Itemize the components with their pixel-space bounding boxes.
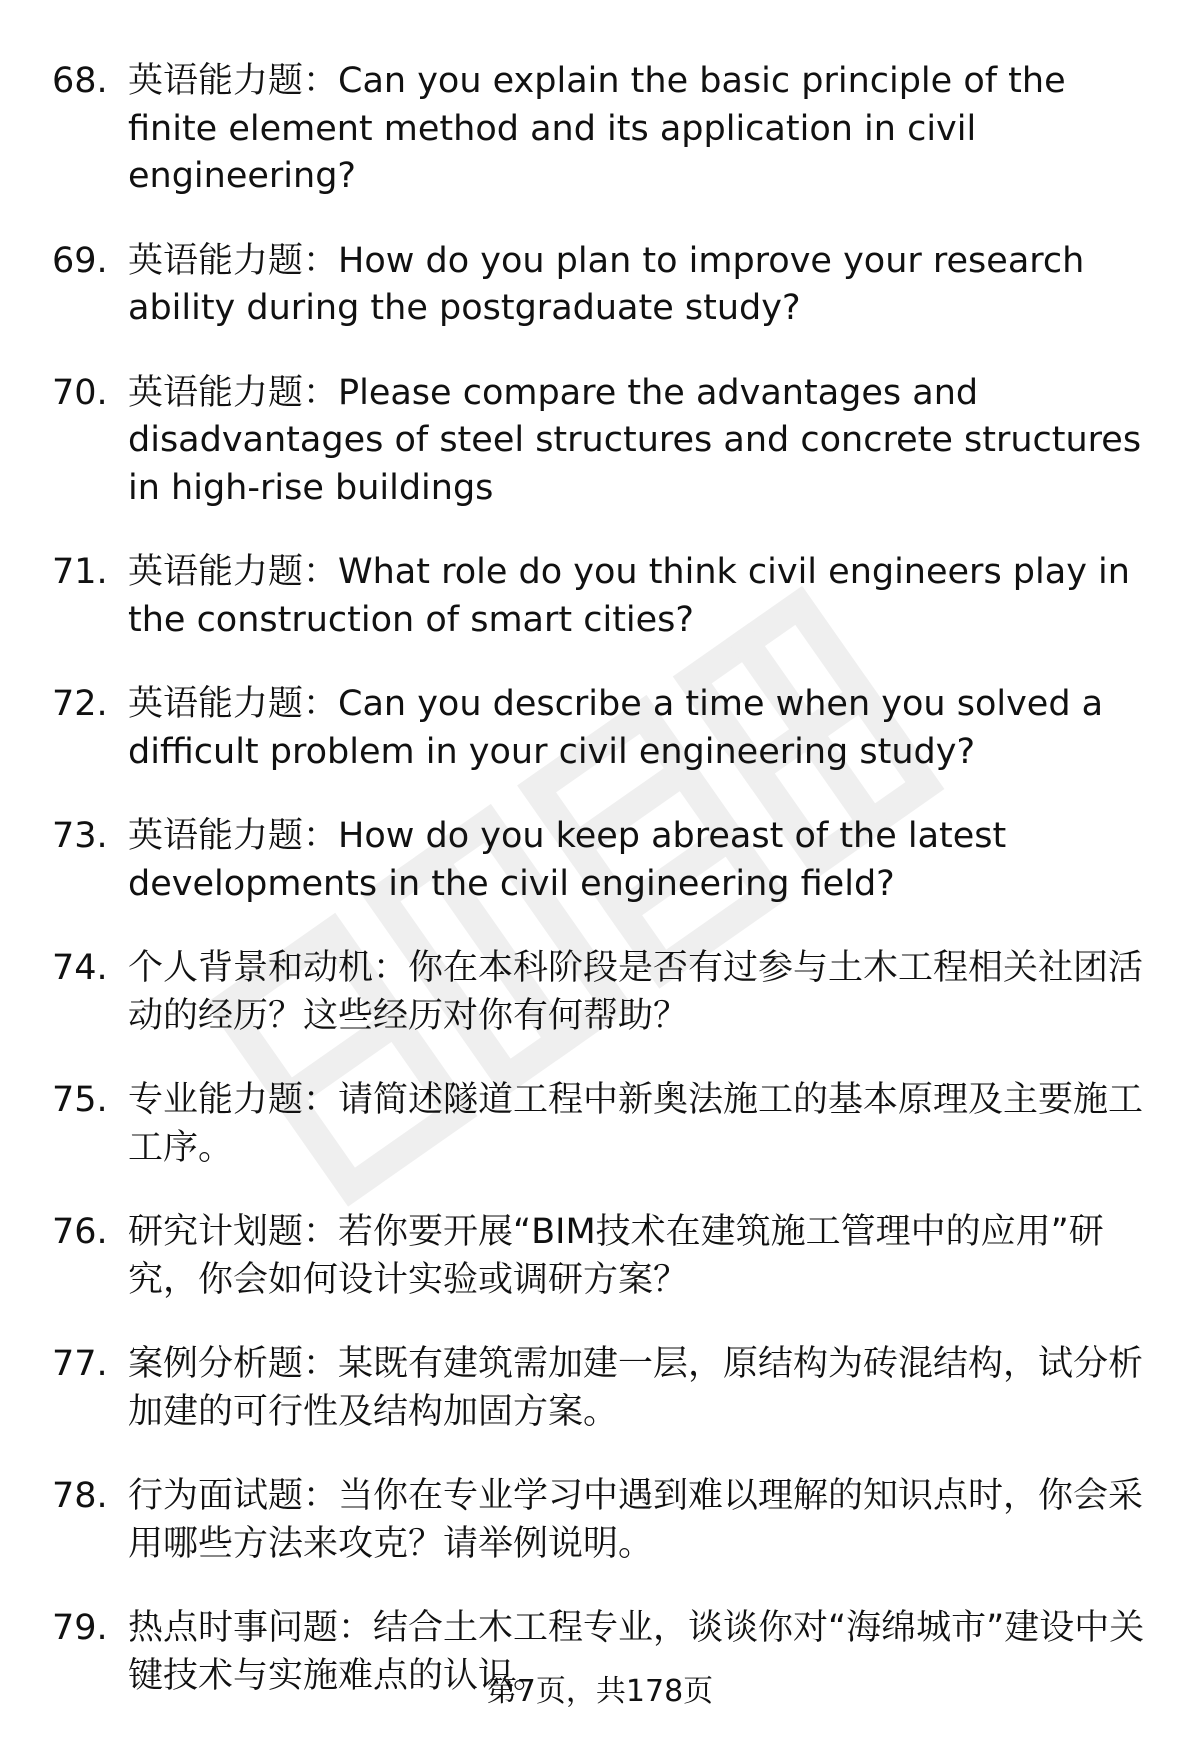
list-item: [0, 1473, 1200, 1568]
question-number: 68.: [52, 61, 108, 101]
question-text: 英语能力题：Can you explain the basic principle of the finite element method and its application in civil engineering?: [128, 61, 1066, 196]
page-number-label: 第7页，共178页: [486, 1674, 714, 1709]
question-number: 76.: [52, 1212, 108, 1252]
question-number: 74.: [52, 948, 108, 988]
question-number: 70.: [52, 372, 108, 413]
list-item: [0, 1077, 1200, 1172]
question-text: 英语能力题：Please compare the advantages and disadvantages of steel structures and concrete structures in high-rise buildings: [128, 372, 1142, 508]
list-item: [0, 1209, 1200, 1304]
question-text: 英语能力题：What role do you think civil engineers play in the construction of smart cities?: [128, 552, 1130, 640]
question-text: 英语能力题：How do you plan to improve your research ability during the postgraduate study?: [128, 240, 1085, 328]
question-number: 71.: [52, 552, 108, 592]
question-number: 78.: [52, 1476, 108, 1516]
list-item: [0, 58, 1200, 201]
question-text: 英语能力题：How do you keep abreast of the latest developments in the civil engineering field?: [128, 816, 1007, 904]
question-text: 案例分析题：某既有建筑需加建一层，原结构为砖混结构，试分析加建的可行性及结构加固方案。: [128, 1344, 1144, 1432]
list-item: [0, 945, 1200, 1040]
question-number: 75.: [52, 1080, 108, 1120]
list-item: [0, 813, 1200, 908]
question-text: 热点时事问题：结合土木工程专业，谈谈你对“海绵城市”建设中关键技术与实施难点的认识。: [128, 1608, 1145, 1696]
question-number: 79.: [52, 1608, 108, 1648]
question-text: 行为面试题：当你在专业学习中遇到难以理解的知识点时，你会采用哪些方法来攻克？请举例说明。: [128, 1476, 1144, 1564]
question-text: 专业能力题：请简述隧道工程中新奥法施工的基本原理及主要施工工序。: [128, 1080, 1144, 1168]
question-text: 个人背景和动机：你在本科阶段是否有过参与土木工程相关社团活动的经历？这些经历对你有何帮助？: [128, 948, 1144, 1036]
question-number: 72.: [52, 684, 108, 724]
list-item: [0, 238, 1200, 333]
list-item: [0, 549, 1200, 644]
question-text: 英语能力题：Can you describe a time when you solved a difficult problem in your civil engineering study?: [128, 684, 1104, 772]
question-number: 73.: [52, 816, 108, 856]
list-item: [0, 1341, 1200, 1436]
question-number: 77.: [52, 1344, 108, 1384]
question-text: 研究计划题：若你要开展“BIM技术在建筑施工管理中的应用”研究，你会如何设计实验或调研方案？: [128, 1212, 1104, 1300]
list-item: [0, 681, 1200, 776]
question-number: 69.: [52, 240, 108, 281]
list-item: [0, 370, 1200, 513]
question-list: [0, 58, 1200, 1737]
page-footer: [0, 1672, 1200, 1712]
